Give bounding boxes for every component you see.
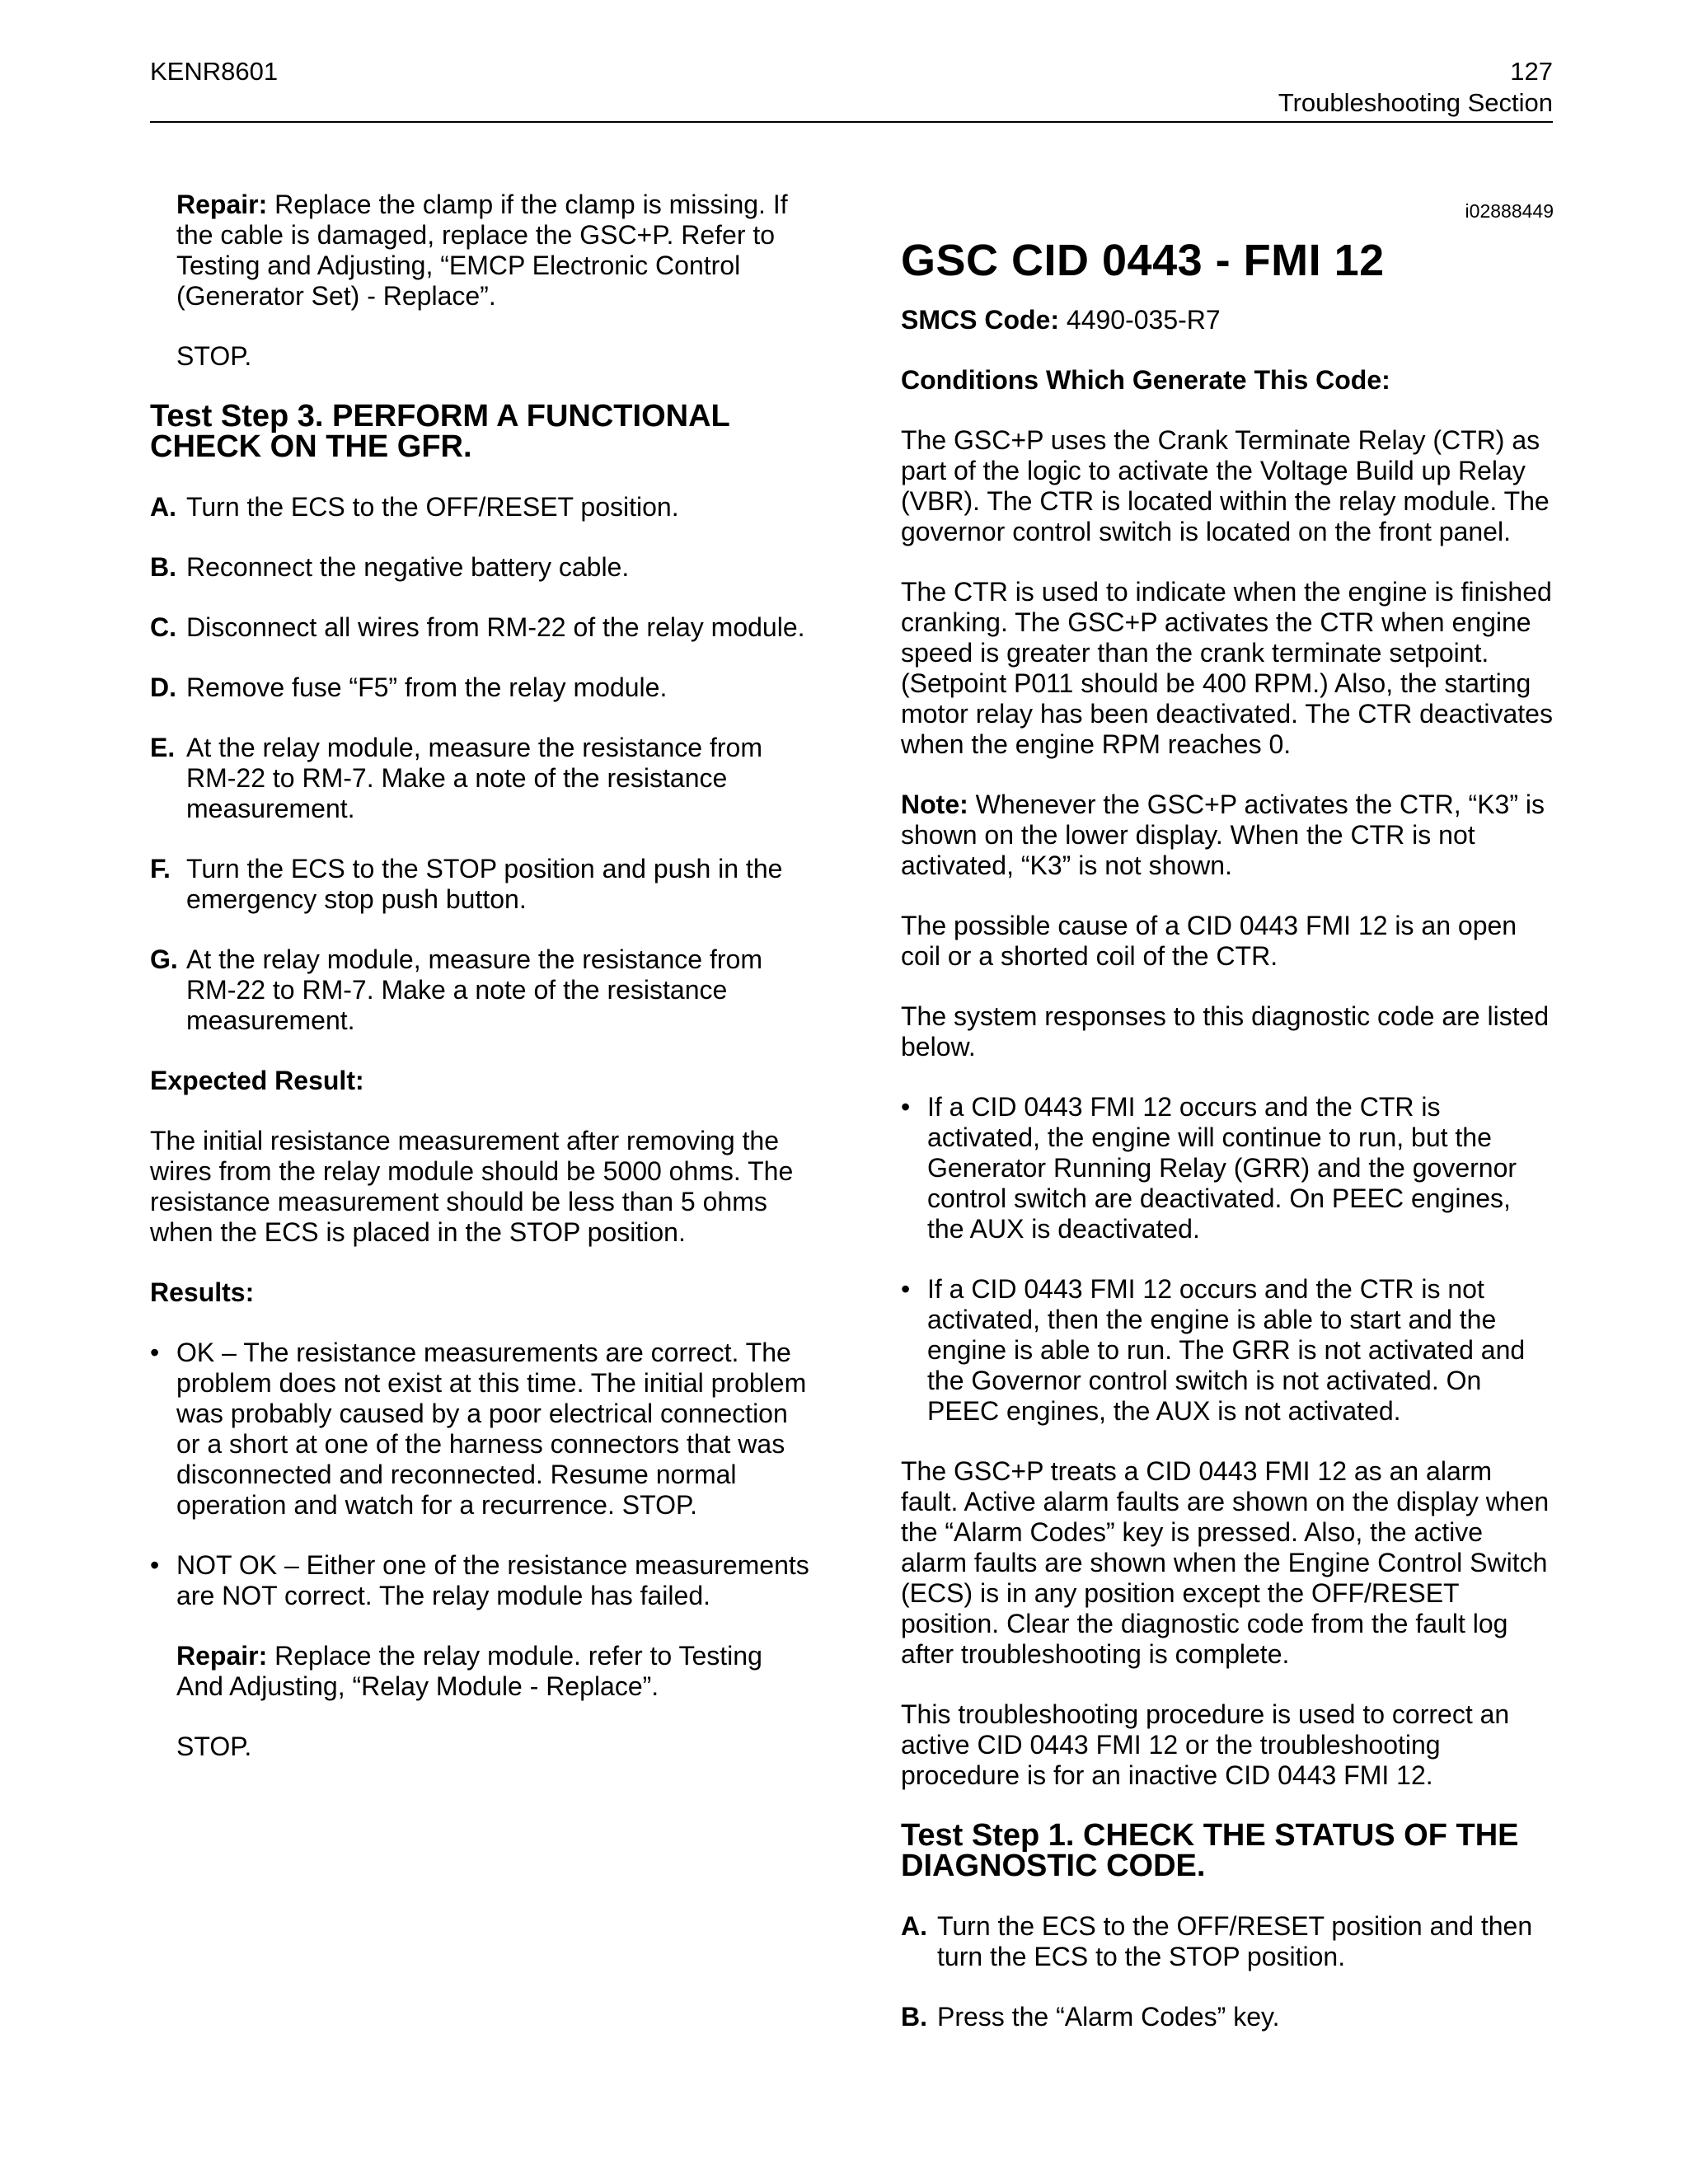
step-text: Disconnect all wires from RM-22 of the relay module. [186, 612, 805, 642]
step-letter: E. [150, 733, 176, 762]
step-letter: A. [150, 492, 176, 522]
response-text: If a CID 0443 FMI 12 occurs and the CTR is not activated, then the engine is able to start and the engine is able to run. The GRR is not activated and the Governor control switch is not activated. On PEEC engines, the AUX is not activated. [927, 1274, 1526, 1426]
document-id: i02888449 [1465, 200, 1554, 222]
repair-text: Replace the clamp if the clamp is missing. If the cable is damaged, replace the GSC+P. Refer to Testing and Adjusting, “EMCP Electronic Control (Generator Set) - Replace”. [176, 190, 788, 311]
step-letter: D. [150, 673, 176, 702]
step-text: At the relay module, measure the resistance from RM-22 to RM-7. Make a note of the resistance measurement. [186, 944, 762, 1035]
step-letter: B. [901, 2002, 927, 2032]
step-letter: C. [150, 612, 176, 642]
repair-paragraph-1 [176, 190, 809, 312]
paragraph-ctr-logic: The GSC+P uses the Crank Terminate Relay (CTR) as part of the logic to activate the Voltage Build up Relay (VBR). The CTR is located within the relay module. The governor control switch is located on the front panel. [901, 425, 1550, 546]
step-text: Turn the ECS to the STOP position and push in the emergency stop push button. [186, 854, 783, 914]
note-paragraph [901, 790, 1554, 881]
right-column [901, 190, 1554, 2062]
step-item [150, 854, 809, 915]
step-text: Press the “Alarm Codes” key. [937, 2002, 1280, 2032]
paragraph-procedure-scope: This troubleshooting procedure is used to correct an active CID 0443 FMI 12 or the troubleshooting procedure is for an inactive CID 0443 FMI 12. [901, 1699, 1510, 1790]
step-item [150, 733, 809, 824]
results-list [150, 1338, 809, 1611]
bullet-icon: • [150, 1338, 160, 1367]
left-column [150, 190, 809, 1792]
response-item [901, 1092, 1554, 1244]
expected-result-text: The initial resistance measurement after removing the wires from the relay module should be 5000 ohms. The resistance measurement should be less than 5 ohms when the ECS is placed in the STOP position. [150, 1126, 794, 1247]
result-item-ok [150, 1338, 809, 1521]
step-item [150, 944, 809, 1036]
bullet-icon: • [150, 1550, 160, 1580]
smcs-value: 4490-035-R7 [1059, 305, 1221, 335]
page-number: 127 [1510, 57, 1553, 86]
step-text: Turn the ECS to the OFF/RESET position. [186, 492, 679, 522]
paragraph-ctr-usage: The CTR is used to indicate when the engine is finished cranking. The GSC+P activates the CTR when engine speed is greater than the crank terminate setpoint. (Setpoint P011 should be 400 RPM.) Also, the starting motor relay has been deactivated. The CTR deactivates when the engine RPM reaches 0. [901, 577, 1553, 759]
results-heading: Results: [150, 1277, 255, 1307]
smcs-label: SMCS Code: [901, 305, 1059, 335]
result-text: NOT OK – Either one of the resistance measurements are NOT correct. The relay module has failed. [176, 1550, 809, 1610]
paragraph-possible-cause: The possible cause of a CID 0443 FMI 12 is an open coil or a shorted coil of the CTR. [901, 911, 1517, 971]
repair-text: Replace the relay module. refer to Testing And Adjusting, “Relay Module - Replace”. [176, 1641, 762, 1701]
step-letter: A. [901, 1911, 927, 1941]
step-text: Reconnect the negative battery cable. [186, 552, 630, 582]
step-item [901, 2002, 1554, 2032]
response-text: If a CID 0443 FMI 12 occurs and the CTR is activated, the engine will continue to run, but the Generator Running Relay (GRR) and the governor control switch are deactivated. On PEEC engines, the AUX is deactivated. [927, 1092, 1517, 1244]
step-text: Turn the ECS to the OFF/RESET position and then turn the ECS to the STOP position. [937, 1911, 1533, 1971]
conditions-heading: Conditions Which Generate This Code: [901, 365, 1390, 395]
note-label: Note: [901, 790, 968, 819]
smcs-code [901, 305, 1554, 335]
step-item [150, 673, 809, 703]
test-step-3-heading: Test Step 3. PERFORM A FUNCTIONAL CHECK ON THE GFR. [150, 399, 730, 464]
doc-number: KENR8601 [150, 57, 279, 86]
step-item [150, 552, 809, 583]
step-item [150, 612, 809, 643]
bullet-icon: • [901, 1092, 911, 1122]
paragraph-system-responses: The system responses to this diagnostic code are listed below. [901, 1001, 1550, 1062]
step-letter: B. [150, 552, 176, 582]
page-header-right [1278, 56, 1553, 119]
response-item [901, 1274, 1554, 1427]
repair-label: Repair: [176, 1641, 268, 1671]
paragraph-alarm-fault: The GSC+P treats a CID 0443 FMI 12 as an alarm fault. Active alarm faults are shown on the display when the “Alarm Codes” key is pressed. Also, the active alarm faults are shown when the Engine Control Switch (ECS) is in any position except the OFF/RESET position. Clear the diagnostic code from the fault log after troubleshooting is complete. [901, 1456, 1550, 1669]
step-text: Remove fuse “F5” from the relay module. [186, 673, 668, 702]
step-letter: F. [150, 854, 171, 883]
repair-paragraph-2 [176, 1641, 809, 1702]
test-step-1-heading: Test Step 1. CHECK THE STATUS OF THE DIAGNOSTIC CODE. [901, 1818, 1519, 1883]
responses-list [901, 1092, 1554, 1427]
bullet-icon: • [901, 1274, 911, 1304]
section-name: Troubleshooting Section [1278, 88, 1553, 117]
step-text: At the relay module, measure the resistance from RM-22 to RM-7. Make a note of the resistance measurement. [186, 733, 762, 823]
note-text: Whenever the GSC+P activates the CTR, “K3” is shown on the lower display. When the CTR is not activated, “K3” is not shown. [901, 790, 1545, 880]
stop-text-2: STOP. [176, 1732, 252, 1761]
diagnostic-code-title: GSC CID 0443 - FMI 12 [901, 236, 1385, 285]
expected-result-heading: Expected Result: [150, 1066, 364, 1095]
header-divider [150, 121, 1553, 123]
repair-label: Repair: [176, 190, 268, 219]
step-item [901, 1911, 1554, 1972]
result-text: OK – The resistance measurements are correct. The problem does not exist at this time. The initial problem was probably caused by a poor electrical connection or a short at one of the harness connectors that was disconnected and reconnected. Resume normal operation and watch for a recurrence. STOP. [176, 1338, 807, 1520]
step-item [150, 492, 809, 523]
step-letter: G. [150, 944, 178, 974]
stop-text-1: STOP. [176, 341, 252, 371]
result-item-not-ok [150, 1550, 809, 1611]
